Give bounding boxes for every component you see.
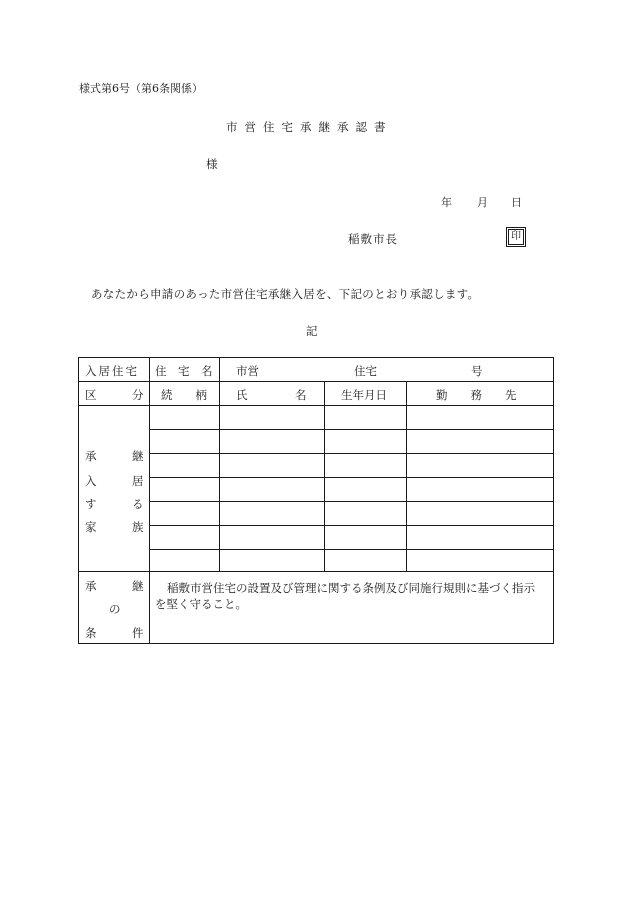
header-birthdate: 生年月日 [341, 388, 387, 402]
condition-label-char: 承 [85, 579, 97, 593]
column-divider [406, 381, 407, 571]
condition-label-char: 継 [132, 579, 144, 593]
family-label-char: 居 [132, 474, 144, 488]
housing-name-label: 住 宅 名 [155, 364, 213, 378]
condition-label-char: 条 [85, 626, 97, 640]
document-title: 市営住宅承継承認書 [226, 120, 393, 134]
unit-number-label: 号 [471, 364, 483, 378]
date-day-label: 日 [511, 196, 522, 209]
date-month-label: 月 [477, 196, 488, 209]
family-label-char: 族 [132, 520, 144, 534]
column-divider [324, 381, 325, 571]
row-divider [149, 477, 553, 478]
family-label-char: す [85, 497, 97, 511]
ki-heading: 記 [306, 324, 318, 338]
row-divider [79, 405, 553, 406]
header-workplace: 勤 務 先 [436, 388, 517, 402]
form-number: 様式第6号（第6条関係） [79, 82, 203, 95]
row-divider [79, 571, 553, 572]
addressee-suffix: 様 [206, 157, 218, 171]
family-label-char: る [132, 497, 144, 511]
succession-form-table [78, 357, 554, 644]
family-label-char: 入 [85, 474, 97, 488]
header-given-name: 名 [295, 388, 307, 402]
row-divider [149, 525, 553, 526]
row-divider [79, 381, 553, 382]
issuer-name: 稲敷市長 [348, 232, 398, 246]
row-label-category-b: 分 [132, 388, 144, 402]
column-divider [219, 358, 220, 571]
row-label-housing: 入居住宅 [85, 364, 139, 378]
condition-label-char: 件 [132, 626, 144, 640]
header-surname: 氏 [236, 388, 248, 402]
row-divider [149, 429, 553, 430]
municipal-label: 市営 [236, 364, 259, 378]
condition-label-char: の [109, 602, 121, 616]
row-divider [149, 549, 553, 550]
condition-text-line1: 稲敷市営住宅の設置及び管理に関する条例及び同施行規則に基づく指示 [167, 581, 535, 595]
row-label-category-a: 区 [85, 388, 97, 402]
housing-label: 住宅 [354, 364, 377, 378]
condition-text-line2: を堅く守ること。 [155, 597, 247, 611]
row-divider [149, 453, 553, 454]
seal-icon: 印 [508, 229, 524, 245]
row-divider [149, 501, 553, 502]
family-label-char: 継 [132, 449, 144, 463]
column-divider [149, 358, 150, 643]
date-year-label: 年 [441, 196, 452, 209]
family-label-char: 承 [85, 449, 97, 463]
approval-statement: あなたから申請のあった市営住宅承継入居を、下記のとおり承認します。 [91, 287, 480, 301]
family-label-char: 家 [85, 520, 97, 534]
header-relationship: 続 柄 [161, 388, 207, 402]
